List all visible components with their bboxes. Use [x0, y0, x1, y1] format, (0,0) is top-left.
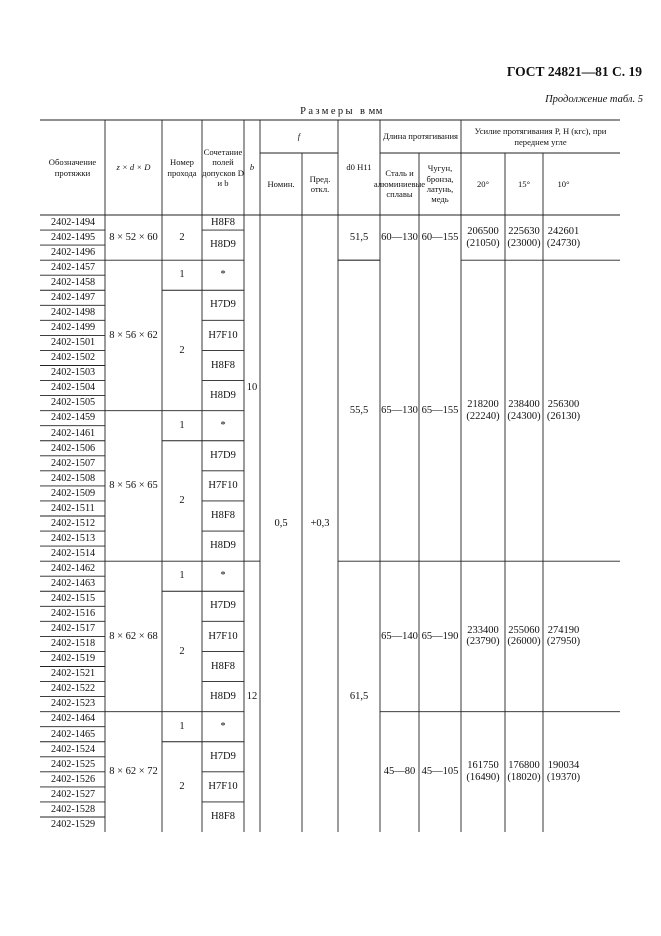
force-15-value: 225630 (23000): [507, 225, 541, 249]
row-designation: 2402-1499: [51, 322, 96, 334]
header-angle-20: 20°: [476, 178, 490, 189]
pass-number: 2: [179, 344, 185, 356]
row-designation: 2402-1496: [51, 246, 96, 258]
force-20-value: 233400 (23790): [466, 624, 500, 648]
row-designation: 2402-1502: [51, 352, 96, 364]
length-steel-value: 65—140: [381, 630, 418, 642]
fit-value: H7F10: [208, 329, 238, 341]
force-15-value: 238400 (24300): [507, 398, 541, 422]
row-designation: 2402-1457: [51, 261, 96, 273]
header-angle-15: 15°: [517, 178, 531, 189]
header-b: b: [249, 162, 255, 173]
header-length-steel: Сталь и алюминиевые сплавы: [373, 168, 426, 200]
group-zdD: 8 × 62 × 72: [109, 765, 158, 777]
row-designation: 2402-1503: [51, 367, 96, 379]
row-designation: 2402-1529: [51, 818, 96, 830]
row-designation: 2402-1463: [51, 578, 96, 589]
fit-value: H7F10: [208, 781, 238, 793]
fit-value: *: [220, 720, 226, 732]
header-fit: Сочетание полей допусков D и b: [202, 146, 244, 188]
fit-value: H7D9: [210, 600, 236, 612]
row-designation: 2402-1465: [51, 728, 96, 740]
row-designation: 2402-1462: [51, 562, 96, 574]
row-designation: 2402-1526: [51, 773, 96, 785]
row-designation: 2402-1516: [51, 608, 96, 620]
force-10-value: 242601 (24730): [546, 225, 581, 249]
group-zdD: 8 × 52 × 60: [109, 231, 158, 243]
header-d0: d0 H11: [346, 162, 372, 173]
fit-value: H8F8: [211, 359, 235, 371]
force-20-value: 206500 (21050): [466, 225, 500, 249]
force-10-value: 190034 (19370): [546, 760, 581, 783]
header-f-nominal: Номин.: [267, 178, 295, 189]
row-designation: 2402-1524: [51, 743, 96, 755]
force-10-value: 274190 (27950): [546, 624, 581, 648]
header-zdD: z × d × D: [116, 162, 151, 173]
f-nominal-value: 0,5: [274, 517, 288, 529]
units-caption-unit: в мм: [360, 106, 383, 117]
row-designation: 2402-1513: [51, 532, 96, 544]
row-designation: 2402-1461: [51, 427, 96, 439]
group-zdD: 8 × 56 × 65: [109, 480, 158, 492]
pass-number: 2: [179, 645, 185, 657]
length-steel-value: 60—130: [381, 231, 418, 243]
row-designation: 2402-1495: [51, 231, 96, 243]
fit-value: H7D9: [210, 449, 236, 461]
force-20-value: 218200 (22240): [466, 398, 500, 422]
fit-value: *: [220, 269, 226, 281]
row-designation: 2402-1497: [51, 292, 96, 304]
fit-value: H8F8: [211, 510, 235, 522]
b-value: 12: [246, 690, 258, 702]
row-designation: 2402-1506: [51, 442, 96, 454]
row-designation: 2402-1521: [51, 668, 96, 680]
header-length: Длина протягивания: [382, 131, 459, 142]
fit-value: H7F10: [208, 480, 238, 492]
fit-value: H8D9: [210, 239, 236, 251]
d0-value: 55,5: [349, 404, 369, 416]
force-20-value: 161750 (16490): [466, 760, 500, 783]
length-iron-value: 60—155: [421, 231, 459, 243]
pass-number: 1: [179, 419, 185, 431]
length-iron-value: 65—190: [421, 630, 459, 642]
row-designation: 2402-1525: [51, 758, 96, 770]
row-designation: 2402-1504: [51, 382, 96, 394]
header-f: f: [297, 131, 301, 142]
page-header: ГОСТ 24821—81 С. 19: [506, 64, 642, 79]
fit-value: H8D9: [210, 690, 236, 702]
row-designation: 2402-1512: [51, 517, 96, 529]
row-designation: 2402-1498: [51, 307, 96, 319]
length-iron-value: 65—155: [421, 404, 459, 416]
header-f-tolerance: Пред. откл.: [309, 173, 331, 194]
header-length-iron: Чугун, бронза, латунь, медь: [426, 163, 454, 205]
fit-value: H7D9: [210, 299, 236, 311]
d0-value: 51,5: [349, 231, 369, 243]
row-designation: 2402-1507: [51, 457, 96, 469]
fit-value: H8F8: [211, 811, 235, 823]
group-zdD: 8 × 56 × 62: [109, 329, 158, 341]
header-force: Усилие протягивания P, Н (кгс), при переднем угле: [474, 126, 607, 147]
units-caption: [40, 106, 643, 117]
row-designation: 2402-1459: [51, 412, 96, 424]
row-designation: 2402-1511: [51, 502, 95, 514]
row-designation: 2402-1514: [51, 547, 96, 559]
row-designation: 2402-1494: [51, 216, 96, 228]
length-iron-value: 45—105: [421, 765, 459, 777]
length-steel-value: 45—80: [383, 765, 416, 777]
row-designation: 2402-1517: [51, 623, 96, 635]
units-caption-prefix: Размеры: [300, 106, 355, 117]
row-designation: 2402-1527: [51, 788, 96, 800]
pass-number: 1: [179, 570, 185, 582]
group-zdD: 8 × 62 × 68: [109, 630, 158, 642]
table-continuation-note: Продолжение табл. 5: [545, 94, 643, 105]
fit-value: *: [220, 419, 226, 431]
pass-number: 2: [179, 781, 185, 793]
fit-value: *: [220, 570, 226, 582]
fit-value: H7D9: [210, 750, 236, 762]
row-designation: 2402-1464: [51, 713, 96, 725]
fit-value: H8D9: [210, 540, 236, 552]
length-steel-value: 65—130: [381, 404, 418, 416]
row-designation: 2402-1515: [51, 593, 96, 605]
fit-value: H8D9: [210, 389, 236, 401]
b-value: 10: [246, 382, 258, 394]
row-designation: 2402-1522: [51, 683, 96, 695]
row-designation: 2402-1528: [51, 803, 96, 815]
pass-number: 2: [179, 231, 185, 243]
fit-value: H8F8: [211, 660, 235, 672]
pass-number: 2: [179, 495, 185, 507]
d0-value: 61,5: [349, 690, 369, 702]
force-15-value: 255060 (26000): [507, 624, 541, 648]
fit-value: H7F10: [208, 630, 238, 642]
row-designation: 2402-1519: [51, 653, 96, 665]
header-designation: Обозначение протяжки: [48, 157, 97, 178]
row-designation: 2402-1523: [51, 698, 96, 710]
row-designation: 2402-1458: [51, 277, 96, 288]
row-designation: 2402-1518: [51, 638, 96, 650]
pass-number: 1: [179, 269, 185, 281]
row-designation: 2402-1508: [51, 472, 96, 484]
f-tolerance-value: +0,3: [310, 517, 330, 529]
row-designation: 2402-1505: [51, 397, 96, 409]
header-angle-10: 10°: [557, 178, 570, 189]
fit-value: H8F8: [211, 216, 235, 228]
row-designation: 2402-1509: [51, 487, 96, 499]
row-designation: 2402-1501: [51, 337, 96, 349]
header-pass-number: Номер прохода: [167, 157, 197, 178]
force-10-value: 256300 (26130): [546, 398, 581, 422]
force-15-value: 176800 (18020): [507, 760, 541, 783]
pass-number: 1: [179, 720, 185, 732]
